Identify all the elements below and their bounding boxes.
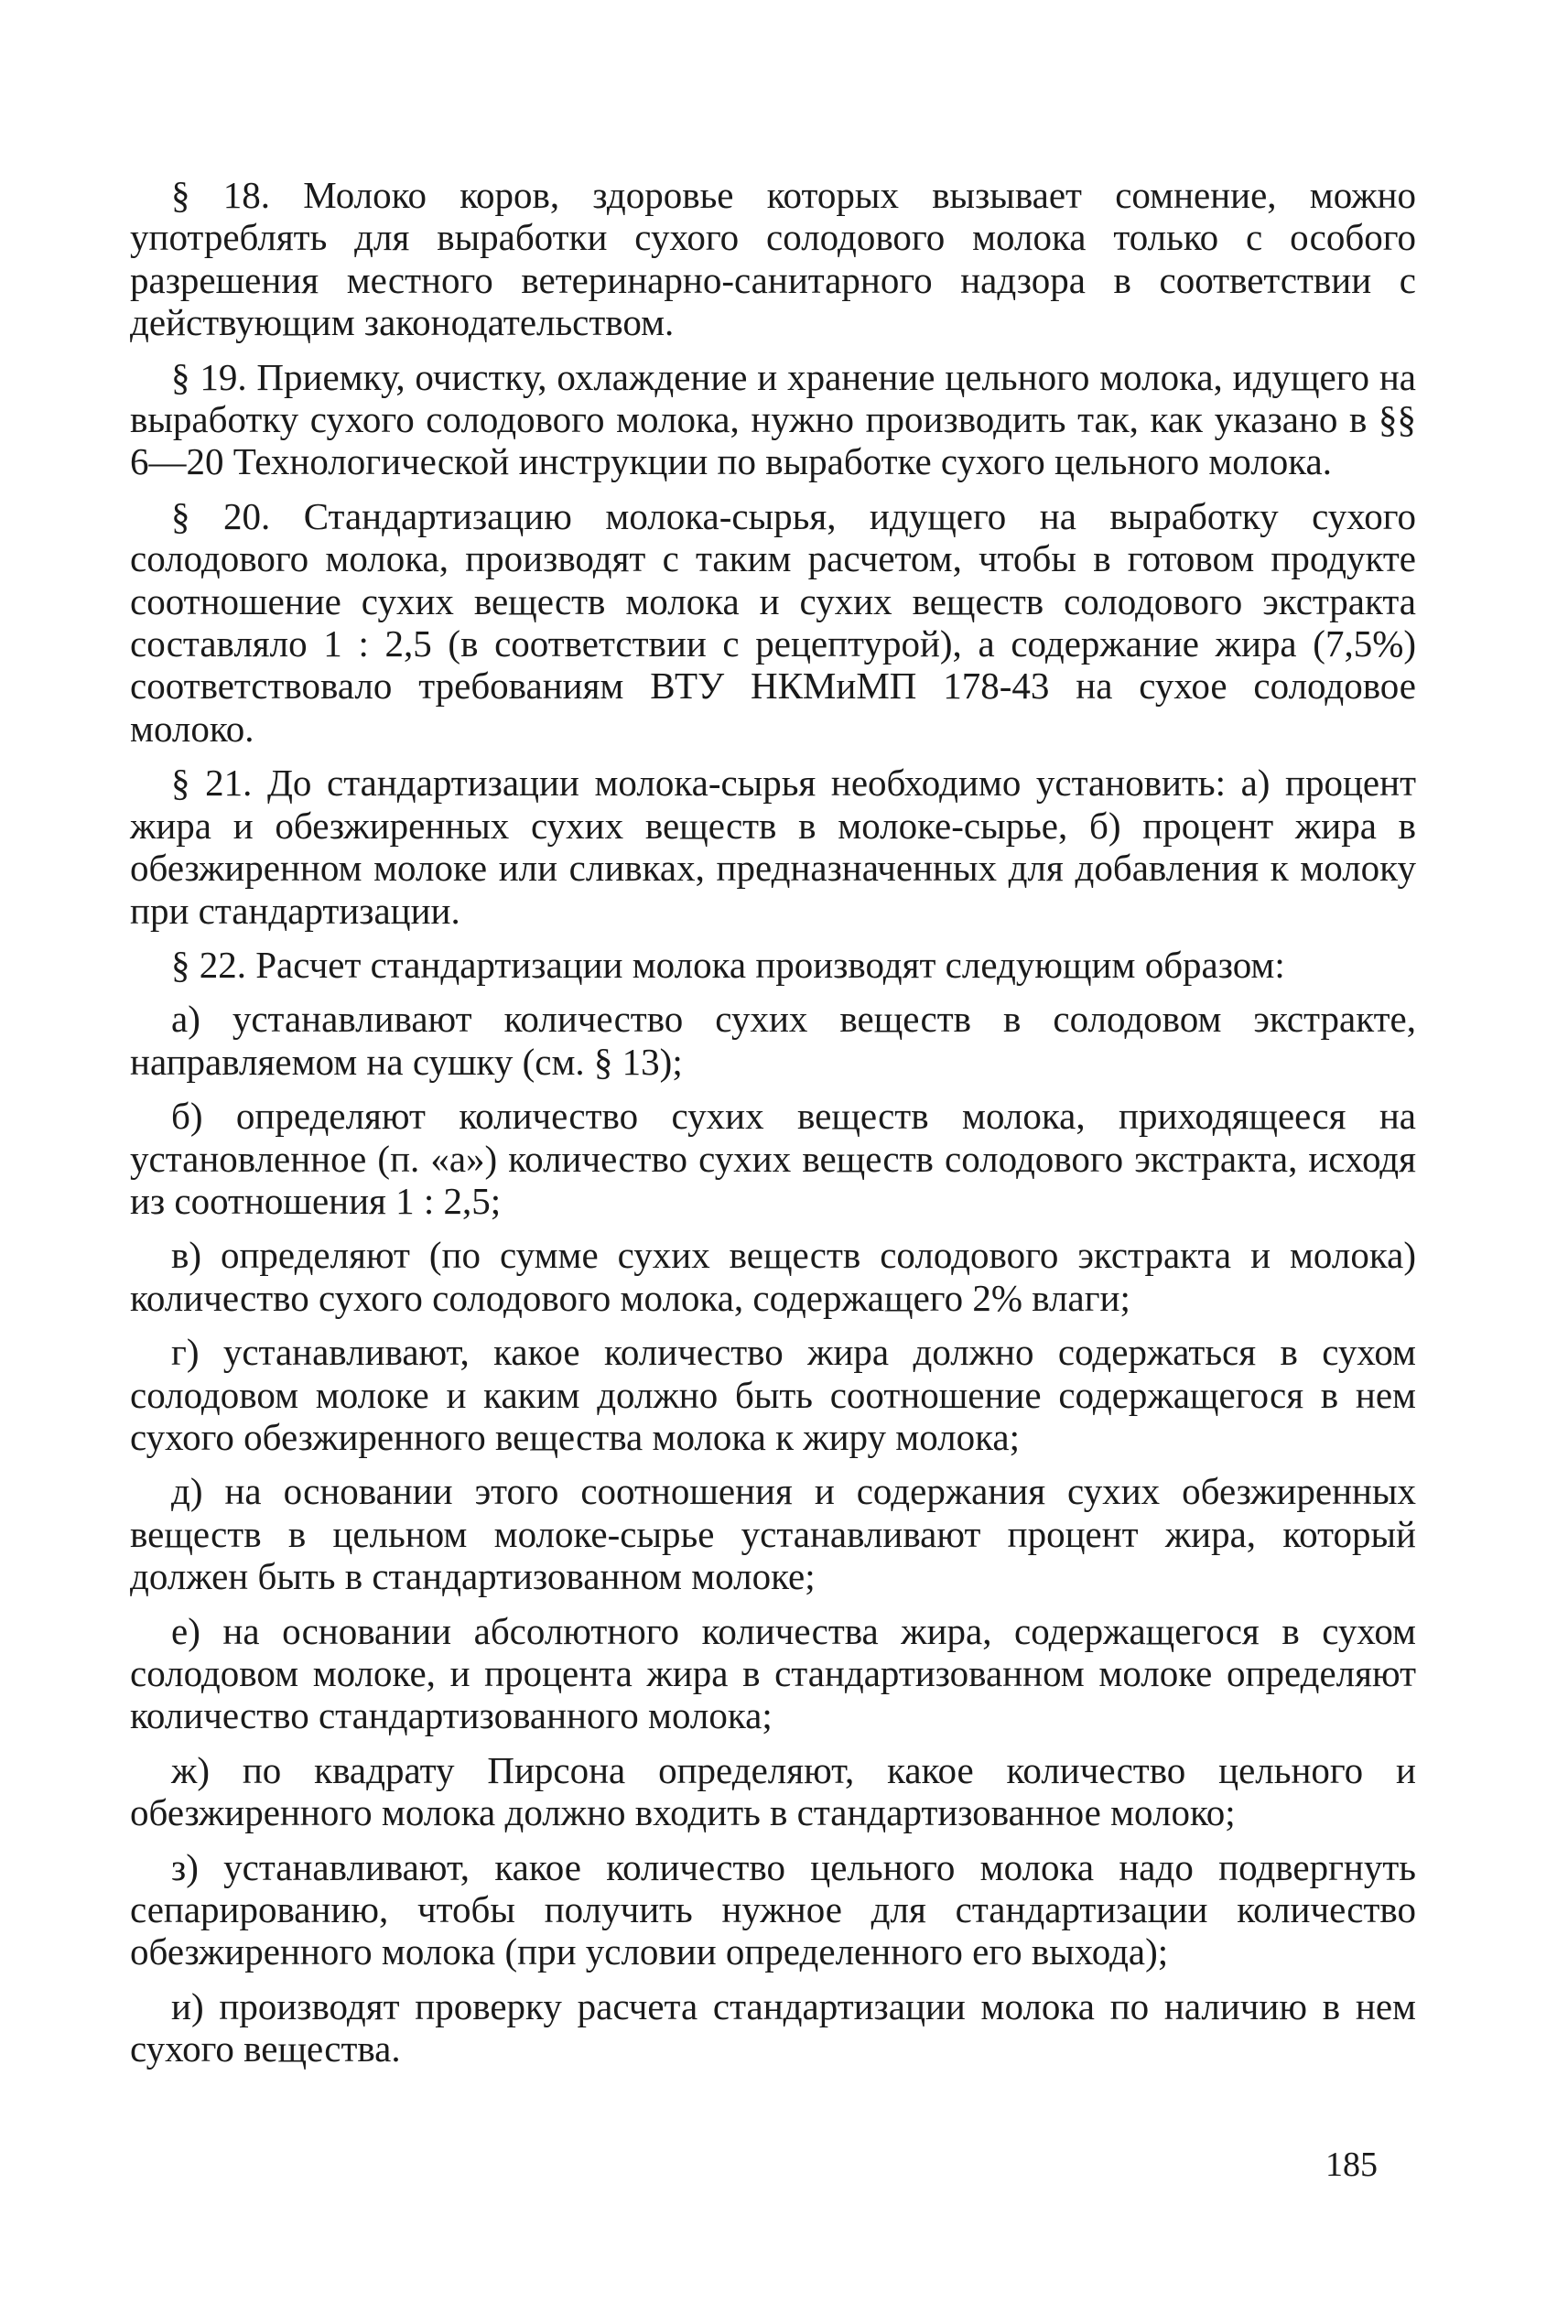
list-item-z: з) устанавливают, какое количество цельного молока надо подвергнуть сепарированию, чтобы получить нужное для стандартизации количество обезжиренного молока (при условии определенного его выхода); xyxy=(130,1845,1416,1973)
list-item-a: а) устанавливают количество сухих веществ в солодовом экстракте, направляемом на сушку (см. § 13); xyxy=(130,998,1416,1083)
page-number: 185 xyxy=(1325,2146,1378,2184)
list-item-g: г) устанавливают, какое количество жира должно содержаться в сухом солодовом молоке и каким должно быть соотношение содержащегося в нем сухого обезжиренного вещества молока к жиру молока; xyxy=(130,1331,1416,1458)
list-item-e: е) на основании абсолютного количества жира, содержащегося в сухом солодовом молоке, и процента жира в стандартизованном молоке определяют количество стандартизованного молока; xyxy=(130,1609,1416,1737)
list-item-b: б) определяют количество сухих веществ молока, приходящееся на установленное (п. «а») количество сухих веществ солодового экстракта, исходя из соотношения 1 : 2,5; xyxy=(130,1095,1416,1222)
paragraph-21: § 21. До стандартизации молока-сырья необходимо установить: а) процент жира и обезжиренных сухих веществ в молоке-сырье, б) процент жира в обезжиренном молоке или сливках, предназначенных для добавления к молоку при стандартизации. xyxy=(130,762,1416,932)
list-item-d: д) на основании этого соотношения и содержания сухих обезжиренных веществ в цельном молоке-сырье устанавливают процент жира, который должен быть в стандартизованном молоке; xyxy=(130,1470,1416,1598)
paragraph-20: § 20. Стандартизацию молока-сырья, идущего на выработку сухого солодового молока, производят с таким расчетом, чтобы в готовом продукте соотношение сухих веществ молока и сухих веществ солодового экстракта составляло 1 : 2,5 (в соответствии с рецептурой), а содержание жира (7,5%) соответствовало требованиям ВТУ НКМиМП 178-43 на сухое солодовое молоко. xyxy=(130,494,1416,750)
paragraph-18: § 18. Молоко коров, здоровье которых вызывает сомнение, можно употреблять для выработки сухого солодового молока только с особого разрешения местного ветеринарно-санитарного надзора в соответствии с действующим законодательством. xyxy=(130,174,1416,344)
list-item-i: и) производят проверку расчета стандартизации молока по наличию в нем сухого вещества. xyxy=(130,1984,1416,2070)
paragraph-19: § 19. Приемку, очистку, охлаждение и хранение цельного молока, идущего на выработку сухого солодового молока, нужно производить так, как указано в §§ 6—20 Технологической инструкции по выработке сухого цельного молока. xyxy=(130,355,1416,483)
page-body xyxy=(130,174,1416,2082)
list-item-v: в) определяют (по сумме сухих веществ солодового экстракта и молока) количество сухого солодового молока, содержащего 2% влаги; xyxy=(130,1234,1416,1319)
paragraph-22: § 22. Расчет стандартизации молока производят следующим образом: xyxy=(171,943,1285,986)
list-item-zh: ж) по квадрату Пирсона определяют, какое количество цельного и обезжиренного молока должно входить в стандартизованное молоко; xyxy=(130,1748,1416,1834)
